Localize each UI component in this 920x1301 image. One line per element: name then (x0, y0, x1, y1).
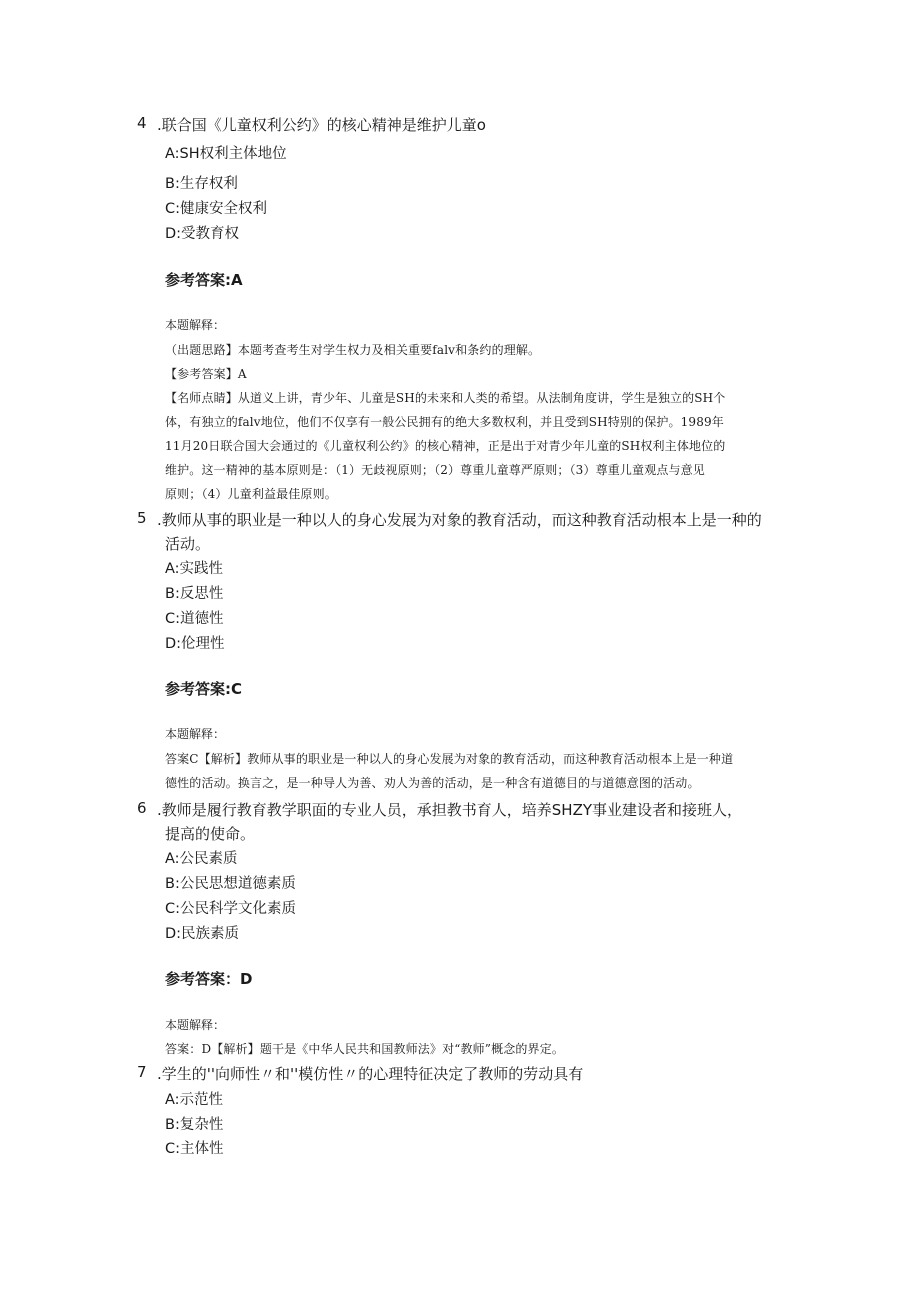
explanation-title: 本题解释： (165, 318, 226, 332)
option-c: C:健康安全权利 (165, 201, 268, 217)
explanation-line: 【参考答案】A (165, 367, 247, 381)
option-c: C:主体性 (165, 1141, 224, 1157)
question-number: 7 (137, 1063, 147, 1081)
question-stem-continued: 提高的使命。 (165, 825, 256, 843)
explanation-line: 答案C【解析】教师从事的职业是一种以人的身心发展为对象的教育活动，而这种教育活动根本上是一种道 (165, 752, 734, 766)
option-a: A:公民素质 (165, 851, 238, 867)
option-c: C:公民科学文化素质 (165, 901, 297, 917)
explanation-line: 德性的活动。换言之，是一种导人为善、劝人为善的活动，是一种含有道德目的与道德意图的活动。 (165, 776, 700, 790)
question-number: 4 (137, 114, 147, 132)
question-stem-continued: 活动。 (165, 535, 211, 553)
option-d: D:受教育权 (165, 226, 240, 242)
option-a: A:SH权利主体地位 (165, 146, 287, 162)
option-d: D:民族素质 (165, 926, 240, 942)
reference-answer: 参考答案:A (165, 271, 243, 289)
explanation-line: （出题思路】本题考查考生对学生权力及相关重要falv和条约的理解。 (165, 343, 541, 357)
reference-answer: 参考答案：D (165, 970, 253, 988)
question-stem: .教师是履行教育教学职面的专业人员，承担教书育人，培养SHZY事业建设者和接班人， (157, 801, 743, 819)
explanation-line: 答案：D【解析】题干是《中华人民共和国教师法》对“教师”概念的界定。 (165, 1042, 564, 1056)
reference-answer: 参考答案:C (165, 680, 243, 698)
option-a: A:示范性 (165, 1092, 224, 1108)
explanation-line: 原则；（4）儿童利益最佳原则。 (165, 487, 337, 501)
question-stem: .教师从事的职业是一种以人的身心发展为对象的教育活动，而这种教育活动根本上是一种的 (157, 511, 762, 529)
explanation-line: 11月20日联合国大会通过的《儿童权利公约》的核心精神，正是出于对青少年儿童的SH权利主体地位的 (165, 439, 726, 453)
option-d: D:伦理性 (165, 636, 225, 652)
question-number: 5 (137, 509, 147, 527)
explanation-line: 体，有独立的falv地位，他们不仅享有一般公民拥有的绝大多数权利，并且受到SH特别的保护。1989年 (165, 415, 724, 429)
option-b: B:生存权利 (165, 176, 238, 192)
explanation-line: 维护。这一精神的基本原则是：（1）无歧视原则；（2）尊重儿童尊严原则；（3）尊重儿童观点与意见 (165, 463, 705, 477)
option-b: B:反思性 (165, 586, 224, 602)
question-stem: .联合国《儿童权利公约》的核心精神是维护儿童o (157, 116, 486, 134)
option-b: B:公民思想道德素质 (165, 876, 296, 892)
option-a: A:实践性 (165, 561, 224, 577)
question-number: 6 (137, 799, 147, 817)
explanation-title: 本题解释： (165, 1018, 226, 1032)
option-c: C:道德性 (165, 611, 224, 627)
question-stem: .学生的''向师性〃和''模仿性〃的心理特征决定了教师的劳动具有 (157, 1065, 584, 1083)
option-b: B:复杂性 (165, 1117, 224, 1133)
explanation-line: 【名师点睛】从道义上讲，青少年、儿童是SH的未来和人类的希望。从法制角度讲，学生是独立的SH个 (165, 391, 726, 405)
explanation-title: 本题解释： (165, 727, 226, 741)
